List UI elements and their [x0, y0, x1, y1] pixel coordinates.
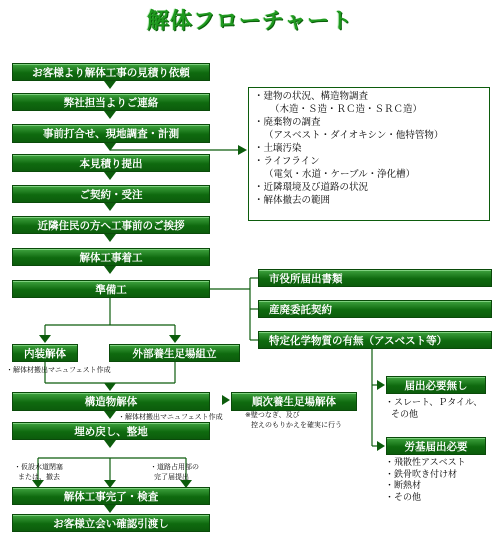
- report-item-4: ・その他: [385, 492, 422, 503]
- report-item-1: ・飛散性アスベスト: [385, 458, 466, 468]
- road-note: [150, 462, 199, 482]
- survey-item-9: ・解体撤去の範囲: [254, 195, 331, 206]
- no-report-item-1: ・スレート、Ｐタイル、: [385, 398, 483, 408]
- step-scaffold-removal: 順次養生足場解体: [231, 392, 357, 411]
- step-construction-start: 解体工事着工: [12, 248, 210, 266]
- step-scaffold-assembly: 外部養生足場組立: [109, 344, 240, 362]
- survey-item-4: （アスベスト・ダイオキシン・他特管物）: [264, 130, 444, 141]
- no-report-items: [385, 397, 482, 421]
- report-item-3: ・断熱材: [385, 481, 422, 491]
- survey-item-1: ・建物の状況、構造物調査: [254, 91, 369, 102]
- survey-item-8: ・近隣環境及び道路の状況: [254, 182, 369, 193]
- manifest-note-1: ・解体材搬出マニュフェスト作成: [6, 366, 111, 374]
- step-estimate-request: お客様より解体工事の見積り依頼: [12, 63, 210, 81]
- road-note-line-2: 完了届提出: [154, 473, 189, 481]
- survey-item-3: ・廃棄物の調査: [254, 117, 321, 128]
- manifest-note-2: ・解体材搬出マニュフェスト作成: [118, 413, 223, 421]
- step-preparation: 準備工: [12, 280, 210, 298]
- survey-detail-list: [254, 90, 443, 207]
- wall-tie-note-line-1: ※壁つなぎ、及び: [245, 411, 300, 419]
- wall-tie-note: [245, 410, 342, 430]
- step-structure-demolition: 構造物解体: [12, 392, 210, 411]
- wall-tie-note-line-2: 控えのもりかえを確実に行う: [251, 421, 342, 429]
- step-interior-demolition: 内装解体: [12, 344, 78, 362]
- survey-item-6: ・ライフライン: [254, 156, 320, 167]
- step-neighbor-greeting: 近隣住民の方へ工事前のご挨拶: [12, 216, 210, 234]
- water-note-line-1: ・仮設水道閉塞: [14, 463, 63, 471]
- step-contract: ご契約・受注: [12, 185, 210, 203]
- water-note-line-2: または、撤去: [18, 473, 60, 481]
- prep-chemical-check: 特定化学物質の有無（アスベスト等）: [258, 331, 492, 349]
- prep-city-hall-documents: 市役所届出書類: [258, 269, 492, 287]
- survey-item-7: （電気・水道・ケーブル・浄化槽）: [264, 169, 416, 180]
- step-contact: 弊社担当よりご連絡: [12, 93, 210, 111]
- step-site-survey: 事前打合せ、現地調査・計測: [12, 124, 210, 143]
- step-final-estimate: 本見積り提出: [12, 154, 210, 172]
- step-completion-inspection: 解体工事完了・検査: [12, 487, 210, 505]
- prep-waste-contract: 産廃委託契約: [258, 300, 492, 318]
- road-note-line-1: ・道路占用部の: [150, 463, 199, 471]
- report-item-2: ・鉄骨吹き付け材: [385, 469, 458, 480]
- step-backfill: 埋め戻し、整地: [12, 422, 210, 440]
- report-items: [385, 458, 466, 504]
- water-note: [14, 462, 63, 482]
- outcome-report-required: 労基届出必要: [386, 437, 486, 455]
- outcome-no-report: 届出必要無し: [386, 376, 486, 394]
- page-title: 解体フローチャート: [146, 9, 354, 34]
- no-report-item-2: その他: [391, 410, 419, 420]
- survey-item-5: ・土壌汚染: [254, 143, 302, 154]
- step-handover: お客様立会い確認引渡し: [12, 514, 210, 532]
- survey-item-2: （木造・Ｓ造・ＲＣ造・ＳＲＣ造）: [270, 104, 423, 115]
